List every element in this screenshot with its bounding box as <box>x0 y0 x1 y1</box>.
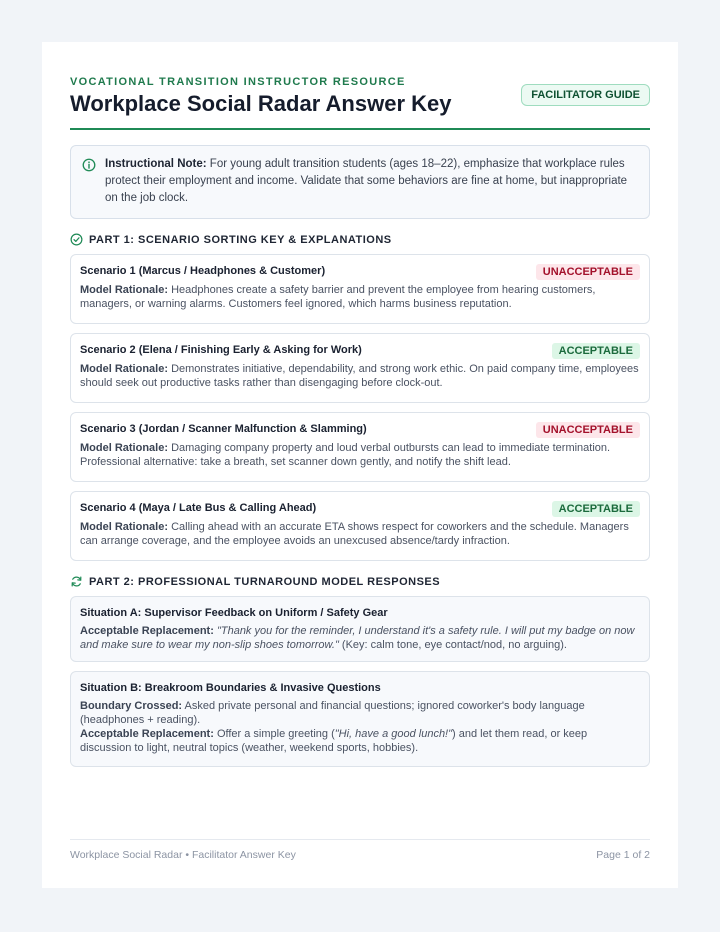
rationale-text: Demonstrates initiative, dependability, and strong work ethic. On paid company time, employees should seek out productive tasks rather than disengaging before clock-out. <box>80 363 639 389</box>
replacement-post: ) and let them read, or keep discussion to light, neutral topics (weather, weekend sports, hobbies). <box>80 728 588 754</box>
scenario-title: Scenario 4 (Maya / Late Bus & Calling Ahead) <box>80 502 317 514</box>
replacement-quote: "Thank you for the reminder, I understand it's a safety rule. I will put my badge on now and make sure to wear my non-slip shoes tomorrow." <box>80 625 635 651</box>
replacement-label: Acceptable Replacement: <box>80 728 214 740</box>
rationale-label: Model Rationale: <box>80 284 169 296</box>
facilitator-guide-badge: FACILITATOR GUIDE <box>521 84 650 106</box>
page-number: Page 1 of 2 <box>596 849 650 861</box>
page-footer <box>70 839 650 861</box>
boundary-text: Asked private personal and financial questions; ignored coworker's body language (headphones + reading). <box>80 700 585 726</box>
rationale-text: Damaging company property and loud verbal outbursts can lead to immediate termination. Professional alternative: take a breath, set scanner down gently, and notify the shift lead. <box>80 442 611 468</box>
refresh-icon <box>70 575 83 588</box>
replacement-quote: "Hi, have a good lunch!" <box>334 728 453 740</box>
situation-a-card <box>70 596 650 662</box>
footer-title: Workplace Social Radar • Facilitator Answer Key <box>70 849 296 861</box>
scenario-card <box>70 412 650 482</box>
rationale-text: Headphones create a safety barrier and prevent the employee from hearing customers, managers, or warning alarms. Customers feel ignored, which harms business reputation. <box>80 284 596 310</box>
status-badge: ACCEPTABLE <box>552 343 640 359</box>
scenario-card <box>70 254 650 324</box>
situation-title: Situation A: Supervisor Feedback on Uniform / Safety Gear <box>80 607 388 619</box>
situation-b-card <box>70 671 650 767</box>
instructional-note <box>70 145 650 219</box>
boundary-line <box>80 699 640 727</box>
scenario-title: Scenario 2 (Elena / Finishing Early & Asking for Work) <box>80 344 362 356</box>
page-title: Workplace Social Radar Answer Key <box>70 91 452 116</box>
replacement-pre: Offer a simple greeting ( <box>213 728 335 740</box>
scenario-title: Scenario 3 (Jordan / Scanner Malfunction & Slamming) <box>80 423 367 435</box>
rationale-label: Model Rationale: <box>80 442 169 454</box>
situation-a-body <box>80 624 640 652</box>
scenario-rationale <box>80 441 640 469</box>
scenario-title: Scenario 1 (Marcus / Headphones & Customer) <box>80 265 326 277</box>
note-label: Instructional Note: <box>105 158 207 170</box>
situation-b-body <box>80 699 640 755</box>
scenario-card <box>70 491 650 561</box>
document-page <box>42 42 678 888</box>
replacement-line <box>80 727 640 755</box>
status-badge: ACCEPTABLE <box>552 501 640 517</box>
part1-heading <box>70 233 650 246</box>
status-badge: UNACCEPTABLE <box>536 264 640 280</box>
scenario-rationale <box>80 283 640 311</box>
rationale-label: Model Rationale: <box>80 363 169 375</box>
scenario-rationale <box>80 362 640 390</box>
eyebrow-label: VOCATIONAL TRANSITION INSTRUCTOR RESOURCE <box>70 76 406 88</box>
part1-heading-text: PART 1: SCENARIO SORTING KEY & EXPLANATIONS <box>89 233 392 246</box>
rationale-label: Model Rationale: <box>80 521 169 533</box>
situation-title: Situation B: Breakroom Boundaries & Invasive Questions <box>80 682 381 694</box>
boundary-label: Boundary Crossed: <box>80 700 183 712</box>
rationale-text: Calling ahead with an accurate ETA shows respect for coworkers and the schedule. Managers can arrange coverage, and the employee avoids an unexcused absence/tardy infraction. <box>80 521 629 547</box>
info-icon <box>82 158 96 172</box>
page-header <box>70 42 650 130</box>
check-circle-icon <box>70 233 83 246</box>
note-text: For young adult transition students (ages 18–22), emphasize that workplace rules protect their employment and income. Validate that some behaviors are fine at home, but inappropriate on the job clock. <box>105 158 628 204</box>
status-badge: UNACCEPTABLE <box>536 422 640 438</box>
part2-heading <box>70 575 650 588</box>
part2-heading-text: PART 2: PROFESSIONAL TURNAROUND MODEL RESPONSES <box>89 575 441 588</box>
scenario-rationale <box>80 520 640 548</box>
replacement-label: Acceptable Replacement: <box>80 625 214 637</box>
scenario-card <box>70 333 650 403</box>
replacement-key: (Key: calm tone, eye contact/nod, no arguing). <box>338 639 567 651</box>
